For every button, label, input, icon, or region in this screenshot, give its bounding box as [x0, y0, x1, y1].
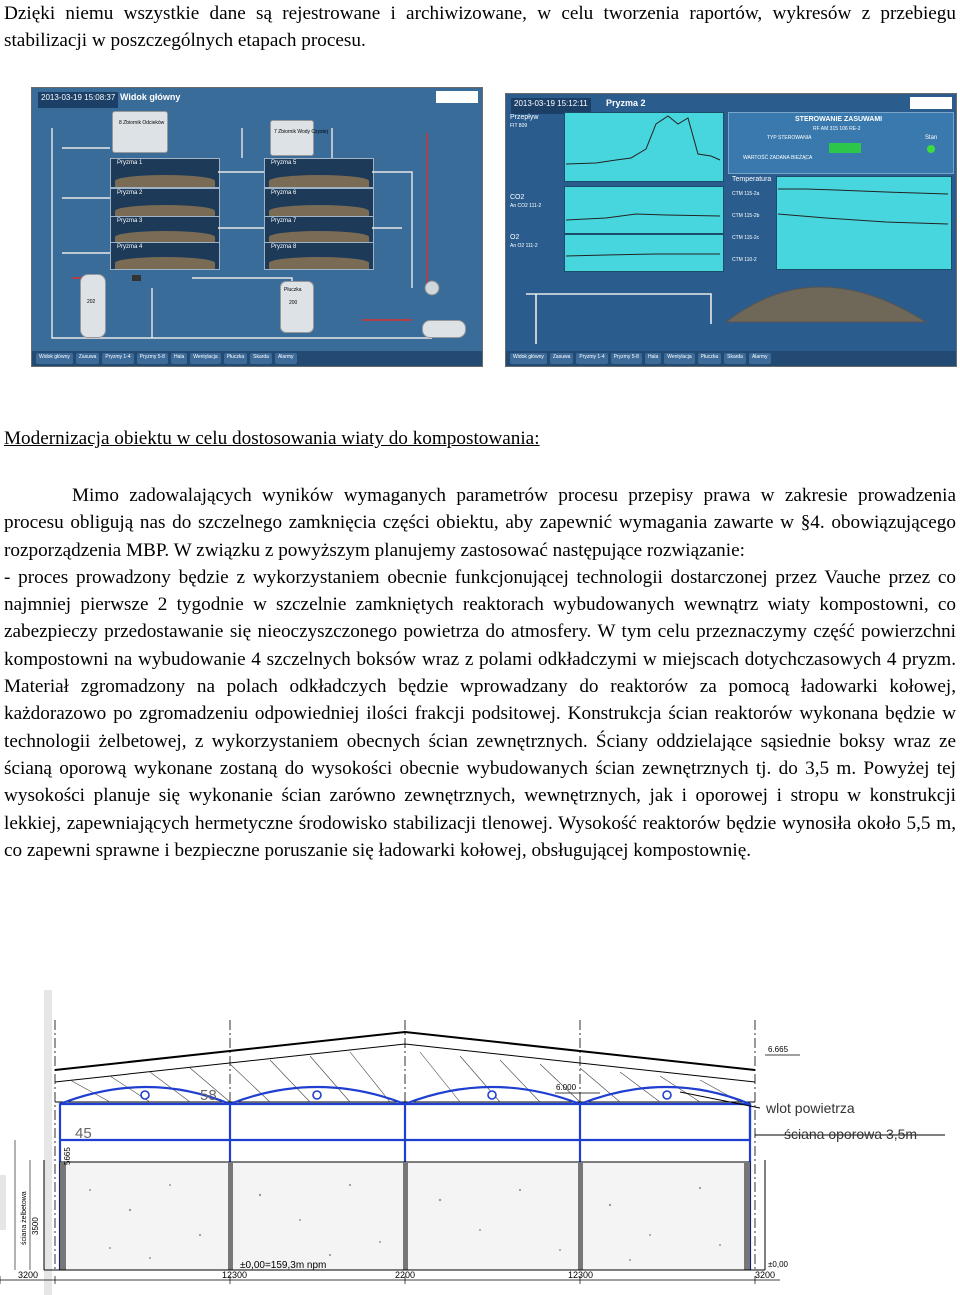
tank-leachate-label: 8 Zbiornik Odcieków [119, 120, 165, 126]
nav-prisms-1-4[interactable]: Pryzmy 1-4 [576, 353, 607, 364]
elevation-mid-label: 6.000 [556, 1083, 577, 1092]
air-inlet-callout: wlot powietrza [766, 1100, 855, 1116]
body-paragraph-1: Mimo zadowalających wyników wymaganych parametrów procesu przepisy prawa w zakresie prowadzenia procesu obligują nas do szczelnego zamknięcia części obiektu, aby zapewnić wymagania zawarte w §4. obowiązującego rozporządzenia MBP. W związku z powyższym planujemy zastosować następujące rozwiązanie: [4, 485, 956, 561]
tank-202-label: 202 [87, 299, 96, 305]
prism-label: Pryzma 3 [117, 218, 143, 224]
chart-co2-title: CO2 [510, 194, 525, 201]
nav-scrubber[interactable]: Płuczka [224, 353, 248, 364]
tank-scrubber-label: Płuczka [284, 287, 302, 293]
elevation-top-label: 6.665 [768, 1045, 789, 1054]
nav-bar [32, 351, 482, 366]
screen-title: Pryzma 2 [606, 98, 646, 108]
prism-label: Pryzma 4 [117, 244, 143, 250]
left-wall-label: ściana żelbetowa [21, 1191, 28, 1245]
retaining-wall-callout: ściana oporowa 3,5m [784, 1126, 918, 1142]
nav-ventilation[interactable]: Wentylacja [664, 353, 694, 364]
chart-o2-title: O2 [510, 234, 520, 241]
nav-skarda[interactable]: Skarda [724, 353, 746, 364]
dim-3500-label: 3500 [31, 1217, 40, 1235]
prism-label: Pryzma 8 [271, 244, 297, 250]
tank-horizontal [422, 320, 466, 338]
valve-control-title: STEROWANIE ZASUWAMI [795, 116, 883, 123]
dim-5665-label: 5665 [63, 1147, 72, 1165]
sensor-flow-label: FIT 809 [510, 123, 528, 129]
hall-cross-section-drawing [0, 980, 960, 1295]
status-label: Stan [925, 135, 938, 141]
sensor-temp-b: CTM 115-2b [732, 213, 760, 219]
scada-main-view-screenshot [31, 87, 483, 367]
nav-hall[interactable]: Hala [645, 353, 661, 364]
tank-202 [80, 274, 106, 338]
screen-title: Widok główny [120, 92, 181, 102]
tank-clean-water-label: 7 Zbiornik Wody Czystej [274, 129, 328, 135]
roof-angle-label: 58 [200, 1087, 217, 1104]
dim-bottom-3: 2200 [395, 1270, 416, 1280]
nav-prisms-5-8[interactable]: Pryzmy 5-8 [137, 353, 168, 364]
nav-alarms[interactable]: Alarmy [275, 353, 297, 364]
nav-valve[interactable]: Zasuwa [550, 353, 574, 364]
prism-label: Pryzma 5 [271, 160, 297, 166]
dim-bottom-1: 3200 [18, 1270, 39, 1280]
prism-label: Pryzma 1 [117, 160, 143, 166]
sensor-o2-label: An O2 111-2 [510, 243, 538, 249]
sensor-co2-label: An CO2 111-2 [510, 203, 542, 209]
section-heading: Modernizacja obiektu w celu dostosowania wiaty do kompostowania: [4, 428, 540, 449]
nav-scrubber[interactable]: Płuczka [698, 353, 722, 364]
sensor-temp-a: CTM 115-2a [732, 191, 760, 197]
chart-temp-title: Temperatura [732, 176, 772, 183]
body-paragraph-2: - proces prowadzony będzie z wykorzystaniem obecnie funkcjonującej technologii dostarczonej przez Vauche przez co najmniej pierwsze 2 tygodnie w szczelnie zamkniętych reaktorach wybudowanych wewnątrz wiaty kompostowni, co zabezpieczy przedostawanie się nieoczyszczonego powietrza do atmosfery. W tym celu przeznaczymy część powierzchni kompostowni na wybudowanie 4 szczelnych boksów wraz z polami odkładczymi w miejscach dotychczasowych 4 pryzm. Materiał zgromadzony na polach odkładczych będzie wprowadzany do reaktorów za pomocą ładowarki kołowej, każdorazowo po zgromadzeniu odpowiedniej ilości frakcji podsitowej. Konstrukcja ścian reaktorów wykonana będzie w technologii żelbetowej, z wykorzystaniem obecnych ścian zewnętrznych. Ściany oddzielające sąsiednie boksy wraz ze ścianą oporową wykonane zostaną do wysokości obecnie wybudowanych ścian zewnętrznych tj. do 3,5 m. Powyżej tej wysokości planuje się wykonanie ścian zarówno zewnętrznych, wewnętrznych, jak i oporowej i stropu w konstrukcji lekkiej, zapewniających hermetyczne środowisko stabilizacji tlenowej. Wysokość reaktorów będzie wynosiła około 5,5 m, co zapewni sprawne i bezpieczne poruszanie się ładowarki kołowej, obsługującej kompostownię. [4, 566, 956, 861]
body-text [4, 482, 956, 864]
ground-level-label: ±0,00=159,3m npm [240, 1260, 327, 1271]
nav-hall[interactable]: Hala [171, 353, 187, 364]
nav-main-view[interactable]: Widok główny [36, 353, 73, 364]
prism-label: Pryzma 7 [271, 218, 297, 224]
setpoint-label: WARTOŚĆ ZADANA BIEŻĄCA [743, 155, 813, 161]
dim-bottom-2: 12300 [222, 1270, 248, 1280]
scada-prism-view-screenshot [505, 93, 957, 367]
sensor-temp-d: CTM 110-2 [732, 257, 757, 263]
nav-prisms-5-8[interactable]: Pryzmy 5-8 [611, 353, 642, 364]
control-type-label: TYP STEROWANIA [767, 135, 812, 141]
prism-label: Pryzma 6 [271, 190, 297, 196]
process-charts-and-site [506, 94, 956, 366]
timestamp-label: 2013-03-19 15:08:37 [38, 92, 118, 108]
nav-ventilation[interactable]: Wentylacja [190, 353, 220, 364]
nav-skarda[interactable]: Skarda [250, 353, 272, 364]
timestamp-label: 2013-03-19 15:12:11 [511, 98, 591, 114]
valve-control-id: RF AM 315 106 RE-2 [813, 126, 861, 132]
dim-bottom-5: 3200 [755, 1270, 776, 1280]
dim-bottom-4: 12300 [568, 1270, 594, 1280]
sensor-temp-c: CTM 115-2c [732, 235, 760, 241]
wall-angle-label: 45 [75, 1125, 92, 1142]
nav-valve[interactable]: Zasuwa [76, 353, 100, 364]
nav-prisms-1-4[interactable]: Pryzmy 1-4 [102, 353, 133, 364]
prism-label: Pryzma 2 [117, 190, 143, 196]
tank-scrubber [280, 281, 314, 333]
nav-bar [506, 351, 956, 366]
ground-level-right: ±0,00 [768, 1260, 788, 1269]
nav-alarms[interactable]: Alarmy [749, 353, 771, 364]
intro-paragraph: Dzięki niemu wszystkie dane są rejestrowane i archiwizowane, w celu tworzenia raportów, wykresów z przebiegu stabilizacji w poszczególnych etapach procesu. [4, 3, 956, 52]
nav-main-view[interactable]: Widok główny [510, 353, 547, 364]
chart-flow-title: Przepływ [510, 114, 539, 121]
tank-scrubber-number: 200 [289, 300, 298, 306]
